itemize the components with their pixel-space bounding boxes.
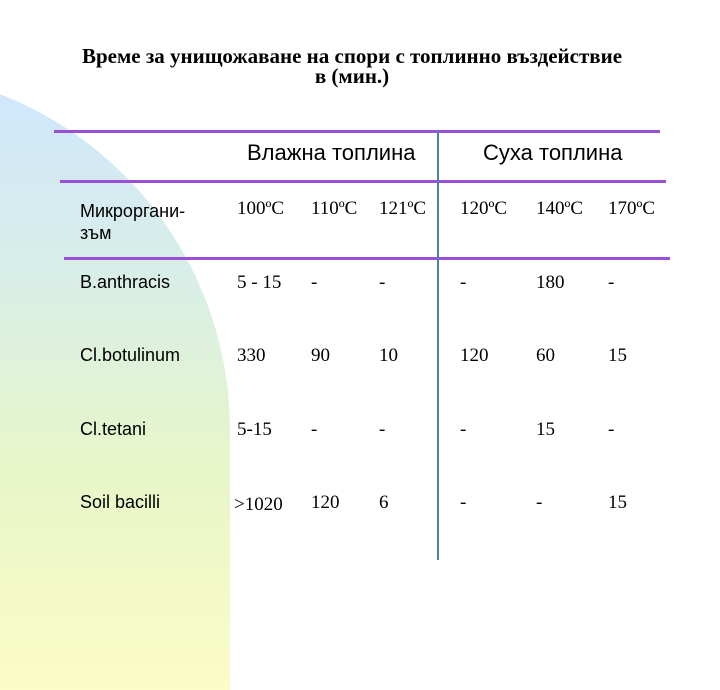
- organism-name: Cl.tetani: [80, 419, 147, 439]
- table-cell: 120: [460, 345, 489, 366]
- table-cell: -: [460, 419, 467, 440]
- table-cell: -: [460, 492, 467, 513]
- organism-name: Soil bacilli: [80, 492, 161, 512]
- table-cell: 330: [237, 345, 266, 366]
- column-header-temp: 140ºC: [536, 198, 584, 219]
- column-header-organism: [80, 200, 230, 244]
- organism-name: B.anthracis: [80, 272, 171, 292]
- table-top-rule: [54, 130, 660, 133]
- table-cell: -: [311, 419, 318, 440]
- table-cell: -: [311, 272, 318, 293]
- column-header-temp: 110ºC: [311, 198, 358, 219]
- column-header-temp: 170ºC: [608, 198, 656, 219]
- column-header-temp: 100ºC: [237, 198, 285, 219]
- title-line-2: в (мин.): [314, 64, 390, 88]
- table-cell: >1020: [234, 494, 283, 515]
- table-cell: -: [379, 419, 386, 440]
- group-moist-heat: Влажна топлина: [247, 140, 416, 165]
- table-cell: 15: [608, 345, 627, 366]
- slide-title: [0, 46, 704, 86]
- background-gradient-shape: [0, 70, 230, 690]
- group-header-rule: [60, 180, 666, 183]
- table-cell: -: [379, 272, 386, 293]
- table-cell: 180: [536, 272, 565, 293]
- table-cell: 10: [379, 345, 398, 366]
- table-cell: 15: [536, 419, 555, 440]
- table-cell: -: [608, 272, 615, 293]
- column-header-rule: [64, 257, 670, 260]
- organism-column-full-label: [0, 0, 1, 1]
- column-header-temp: 120ºC: [460, 198, 508, 219]
- table-cell: 120: [311, 492, 340, 513]
- table-cell: 5 - 15: [237, 272, 282, 293]
- title-line-1: Време за унищожаване на спори с топлинно въздействие: [81, 44, 623, 68]
- organism-name: Cl.botulinum: [80, 345, 181, 365]
- table-cell: 6: [379, 492, 389, 513]
- table-cell: 15: [608, 492, 627, 513]
- organism-header-line-2: зъм: [80, 223, 112, 243]
- table-cell: -: [608, 419, 615, 440]
- moist-dry-divider: [437, 130, 439, 560]
- table-cell: 60: [536, 345, 555, 366]
- table-cell: 90: [311, 345, 330, 366]
- table-cell: 5-15: [237, 419, 272, 440]
- organism-header-line-1: Микроргани-: [80, 201, 186, 221]
- table-cell: -: [536, 492, 543, 513]
- table-cell: -: [460, 272, 467, 293]
- group-dry-heat: Суха топлина: [483, 140, 623, 165]
- column-header-temp: 121ºC: [379, 198, 427, 219]
